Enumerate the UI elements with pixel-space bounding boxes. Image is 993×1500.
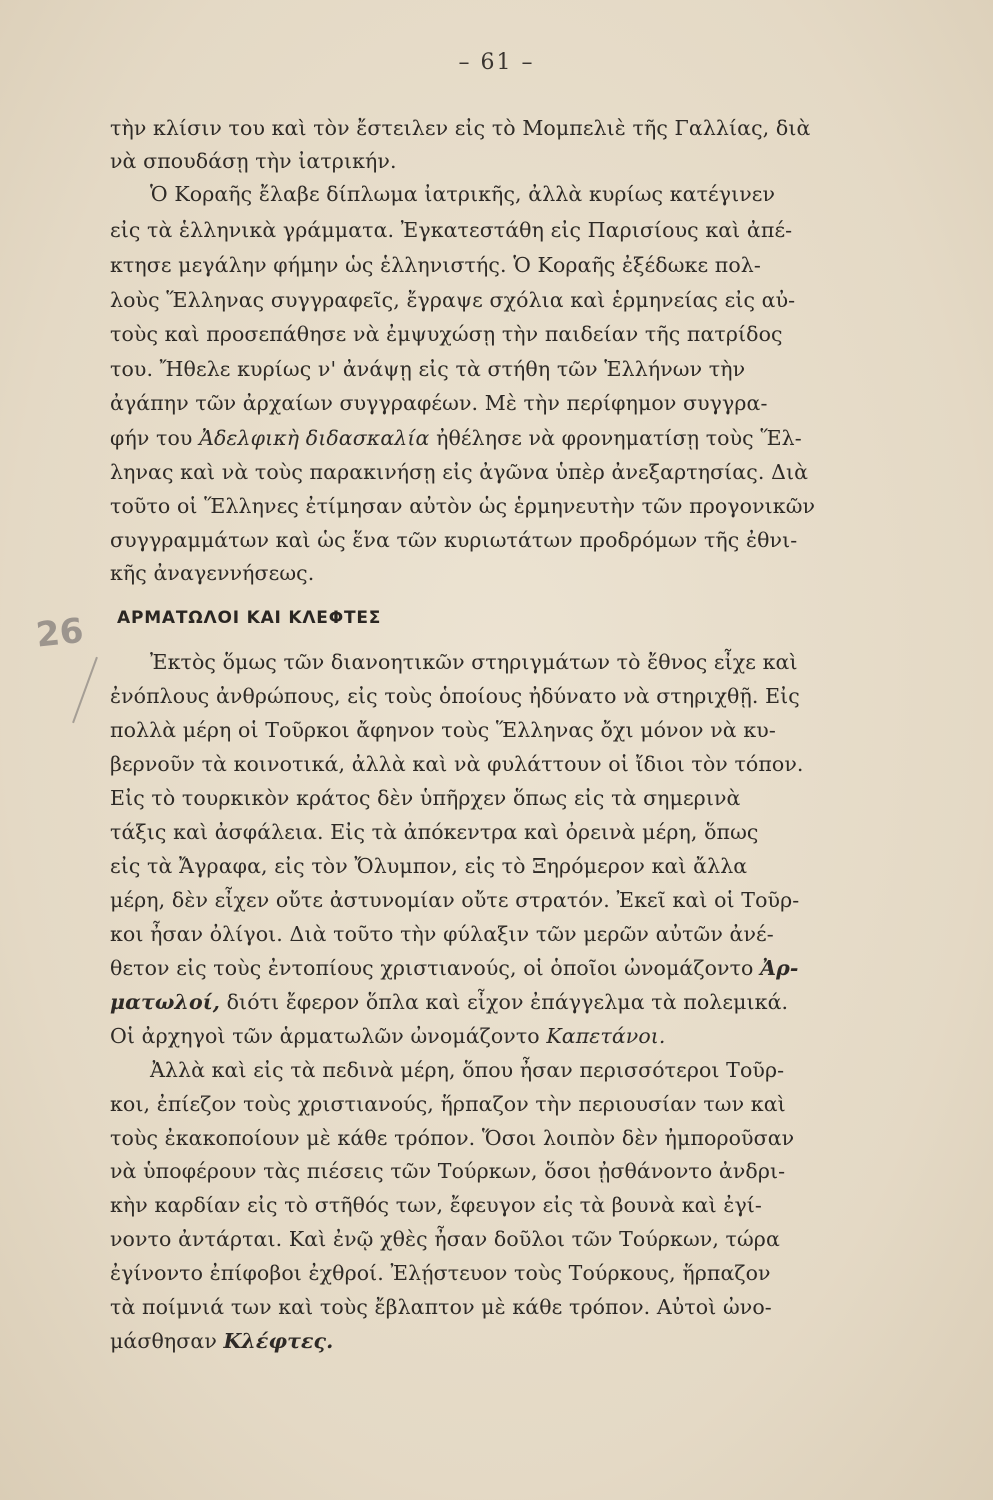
text-span: Οἱ ἀρχηγοὶ τῶν ἁρματωλῶν ὠνομάζοντο bbox=[110, 1024, 547, 1048]
text-line: τοὺς ἐκακοποίουν μὲ κάθε τρόπον. Ὅσοι λοιπὸν δὲν ἠμποροῦσαν bbox=[110, 1126, 795, 1150]
text-line: τοῦτο οἱ Ἕλληνες ἐτίμησαν αὐτὸν ὡς ἑρμηνευτὴν τῶν προγονικῶν bbox=[110, 494, 816, 518]
text-line: ληνας καὶ νὰ τοὺς παρακινήσῃ εἰς ἀγῶνα ὑπὲρ ἀνεξαρτησίας. Διὰ bbox=[110, 460, 809, 484]
text-line: κοι ἦσαν ὀλίγοι. Διὰ τοῦτο τὴν φύλαξιν τῶν μερῶν αὐτῶν ἀνέ- bbox=[110, 922, 774, 946]
text-line: Ἀλλὰ καὶ εἰς τὰ πεδινὰ μέρη, ὅπου ἦσαν περισσότεροι Τοῦρ- bbox=[150, 1058, 785, 1082]
text-line: συγγραμμάτων καὶ ὡς ἕνα τῶν κυριωτάτων προδρόμων τῆς ἐθνι- bbox=[110, 528, 798, 552]
text-line: τοὺς καὶ προσεπάθησε νὰ ἐμψυχώσῃ τὴν παιδείαν τῆς πατρίδος bbox=[110, 322, 783, 346]
text-line: Ὁ Κοραῆς ἔλαβε δίπλωμα ἰατρικῆς, ἀλλὰ κυρίως κατέγινεν bbox=[150, 182, 776, 206]
text-line bbox=[110, 958, 855, 979]
key-term: Καπετάνοι. bbox=[546, 1024, 666, 1048]
text-line: τάξις καὶ ἀσφάλεια. Εἰς τὰ ἀπόκεντρα καὶ ὀρεινὰ μέρη, ὅπως bbox=[110, 820, 759, 844]
text-span: φήν του bbox=[110, 426, 200, 450]
page-number: – 61 – bbox=[458, 50, 535, 75]
text-line: λοὺς Ἕλληνας συγγραφεῖς, ἔγραψε σχόλια καὶ ἑρμηνείας εἰς αὐ- bbox=[110, 288, 796, 312]
key-term: Ἀρ- bbox=[760, 956, 799, 980]
text-span: διότι ἔφερον ὅπλα καὶ εἶχον ἐπάγγελμα τὰ πολεμικά. bbox=[220, 990, 789, 1014]
text-span: θετον εἰς τοὺς ἐντοπίους χριστιανούς, οἱ ὁποῖοι ὠνομάζοντο bbox=[110, 956, 761, 980]
text-line: ἀγάπην τῶν ἀρχαίων συγγραφέων. Μὲ τὴν περίφημον συγγρα- bbox=[110, 391, 768, 415]
book-title: Ἀδελφικὴ διδασκαλία bbox=[199, 426, 430, 450]
text-line: του. Ἤθελε κυρίως ν' ἀνάψῃ εἰς τὰ στήθη τῶν Ἑλλήνων τὴν bbox=[110, 357, 746, 381]
text-line: εἰς τὰ Ἄγραφα, εἰς τὸν Ὄλυμπον, εἰς τὸ Ξηρόμερον καὶ ἄλλα bbox=[110, 854, 748, 878]
margin-pen-stroke bbox=[72, 657, 98, 723]
handwritten-margin-note: 26 bbox=[34, 610, 86, 656]
text-line: νὰ σπουδάσῃ τὴν ἰατρικήν. bbox=[110, 149, 397, 173]
section-heading: ΑΡΜΑΤΩΛΟΙ ΚΑΙ ΚΛΕΦΤΕΣ bbox=[117, 608, 382, 628]
text-span: ἠθέλησε νὰ φρονηματίσῃ τοὺς Ἕλ- bbox=[429, 426, 802, 450]
text-line: εἰς τὰ ἑλληνικὰ γράμματα. Ἐγκατεστάθη εἰς Παρισίους καὶ ἀπέ- bbox=[110, 218, 793, 242]
text-line bbox=[110, 1026, 855, 1047]
text-line: κῆς ἀναγεννήσεως. bbox=[110, 561, 315, 585]
text-line: κοι, ἐπίεζον τοὺς χριστιανούς, ἥρπαζον τὴν περιουσίαν των καὶ bbox=[110, 1092, 786, 1116]
text-line: ἐγίνοντο ἐπίφοβοι ἐχθροί. Ἐλῄστευον τοὺς Τούρκους, ἥρπαζον bbox=[110, 1261, 771, 1285]
text-line bbox=[110, 992, 855, 1013]
text-line: βερνοῦν τὰ κοινοτικά, ἀλλὰ καὶ νὰ φυλάττουν οἱ ἴδιοι τὸν τόπον. bbox=[110, 752, 804, 776]
text-line bbox=[110, 1331, 855, 1352]
text-line: μέρη, δὲν εἶχεν οὔτε ἀστυνομίαν οὔτε στρατόν. Ἐκεῖ καὶ οἱ Τοῦρ- bbox=[110, 888, 800, 912]
text-line: Εἰς τὸ τουρκικὸν κράτος δὲν ὑπῆρχεν ὅπως εἰς τὰ σημερινὰ bbox=[110, 786, 741, 810]
text-line: κὴν καρδίαν εἰς τὸ στῆθός των, ἔφευγον εἰς τὰ βουνὰ καὶ ἐγί- bbox=[110, 1193, 762, 1217]
text-line: πολλὰ μέρη οἱ Τοῦρκοι ἄφηνον τοὺς Ἕλληνας ὄχι μόνον νὰ κυ- bbox=[110, 718, 776, 742]
text-line: νοντο ἀντάρται. Καὶ ἐνῷ χθὲς ἦσαν δοῦλοι τῶν Τούρκων, τώρα bbox=[110, 1227, 780, 1251]
text-line: ἐνόπλους ἀνθρώπους, εἰς τοὺς ὁποίους ἠδύνατο νὰ στηριχθῇ. Εἰς bbox=[110, 684, 800, 708]
key-term: Κλέφτες. bbox=[223, 1329, 334, 1353]
text-line: Ἐκτὸς ὅμως τῶν διανοητικῶν στηριγμάτων τὸ ἔθνος εἶχε καὶ bbox=[150, 650, 798, 674]
text-span: μάσθησαν bbox=[110, 1329, 224, 1353]
text-line: τὰ ποίμνιά των καὶ τοὺς ἔβλαπτον μὲ κάθε τρόπον. Αὐτοὶ ὠνο- bbox=[110, 1295, 772, 1319]
key-term: ματωλοί, bbox=[110, 990, 220, 1014]
text-line bbox=[110, 428, 855, 449]
text-line: κτησε μεγάλην φήμην ὡς ἑλληνιστής. Ὁ Κοραῆς ἐξέδωκε πολ- bbox=[110, 253, 761, 277]
text-line: τὴν κλίσιν του καὶ τὸν ἔστειλεν εἰς τὸ Μομπελιὲ τῆς Γαλλίας, διὰ bbox=[110, 116, 811, 140]
text-line: νὰ ὑποφέρουν τὰς πιέσεις τῶν Τούρκων, ὅσοι ᾐσθάνοντο ἀνδρι- bbox=[110, 1159, 786, 1183]
